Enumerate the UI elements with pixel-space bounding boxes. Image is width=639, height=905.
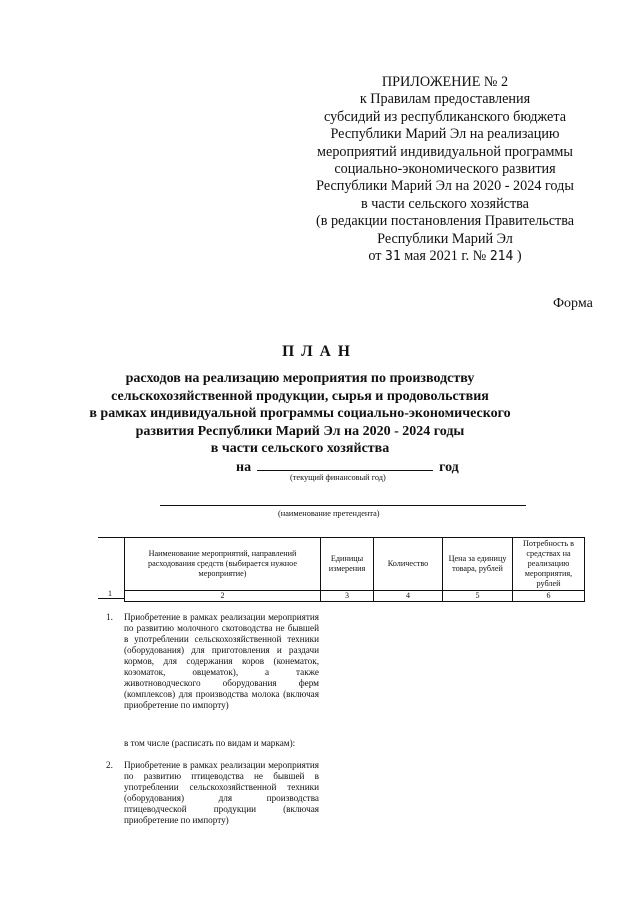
appendix-line: субсидий из республиканского бюджета: [323, 108, 567, 125]
appendix-line: в части сельского хозяйства: [361, 195, 529, 212]
subtitle-line: развития Республики Марий Эл на 2020 - 2024 годы: [135, 423, 465, 439]
table-rule: [98, 537, 125, 538]
table-rule: [98, 598, 125, 599]
form-label: Форма: [553, 296, 593, 311]
appendix-line: Республики Марий Эл: [377, 230, 513, 247]
appendix-line: мероприятий индивидуальной программы: [317, 143, 573, 160]
applicant-blank-field[interactable]: [160, 505, 526, 506]
column-number: 5: [443, 591, 513, 602]
date-day: 31: [385, 249, 401, 265]
date-middle: мая 2021 г. №: [404, 248, 487, 265]
year-suffix: год: [439, 460, 459, 475]
column-number: 1: [108, 589, 112, 598]
appendix-line: Республики Марий Эл на 2020 - 2024 годы: [316, 178, 574, 195]
header-cell-price: Цена за единицу товара, рублей: [443, 538, 513, 591]
list-item: Приобретение в рамках реализации мероприятия по развитию молочного скотоводства не бывшей в употреблении сельскохозяйственной техники (оборудования) для приготовления и раздачи кормов, для содержания коров (конематок, козоматок, овцематок), а также животноводческого оборудования ферм (комплексов) для производства молока (включая приобретение по импорту): [124, 612, 319, 710]
year-caption: (текущий финансовый год): [290, 473, 386, 482]
plan-subtitle: [80, 370, 520, 458]
plan-title: ПЛАН: [282, 343, 357, 360]
subtitle-line: в рамках индивидуальной программы социально-экономического: [89, 406, 511, 421]
date-prefix: от: [368, 248, 382, 265]
subtitle-line: в части сельского хозяйства: [210, 441, 390, 456]
column-number: 4: [374, 591, 443, 602]
date-suffix: ): [516, 248, 522, 265]
appendix-date-line: [300, 248, 590, 265]
column-number: 2: [125, 591, 321, 602]
column-number: 6: [513, 591, 585, 602]
appendix-line: (в редакции постановления Правительства: [315, 213, 575, 230]
list-item: Приобретение в рамках реализации мероприятия по развитию птицеводства не бывшей в употреблении сельскохозяйственной техники (оборудования) для производства птицеводческой продукции (включая приобретение по импорту): [124, 760, 319, 825]
table-number-row: [125, 591, 585, 602]
applicant-caption: (наименование претендента): [278, 509, 380, 518]
appendix-line: Республики Марий Эл на реализацию: [330, 126, 560, 143]
item-note: в том числе (расписать по видам и маркам):: [124, 738, 296, 748]
appendix-line: ПРИЛОЖЕНИЕ № 2: [381, 74, 509, 90]
item-number: 1.: [106, 612, 113, 622]
plan-table: [124, 537, 585, 602]
subtitle-line: сельскохозяйственной продукции, сырья и продовольствия: [111, 388, 489, 404]
header-cell-need: Потребность в средствах на реализацию мероприятия, рублей: [513, 538, 585, 591]
subtitle-line: расходов на реализацию мероприятия по производству: [125, 371, 475, 386]
column-number: 3: [321, 591, 374, 602]
appendix-header: [300, 74, 590, 265]
year-blank-field[interactable]: [257, 458, 433, 471]
table-header-row: [125, 538, 585, 591]
header-cell-quantity: Количество: [374, 538, 443, 591]
item-number: 2.: [106, 760, 113, 770]
header-cell-name: Наименование мероприятий, направлений расходования средств (выбирается нужное мероприятие): [125, 538, 321, 591]
appendix-line: социально-экономического развития: [334, 161, 556, 178]
header-cell-unit: Единицы измерения: [321, 538, 374, 591]
date-number: 214: [489, 249, 514, 265]
year-prefix: на: [236, 460, 252, 475]
appendix-line: к Правилам предоставления: [359, 91, 531, 108]
